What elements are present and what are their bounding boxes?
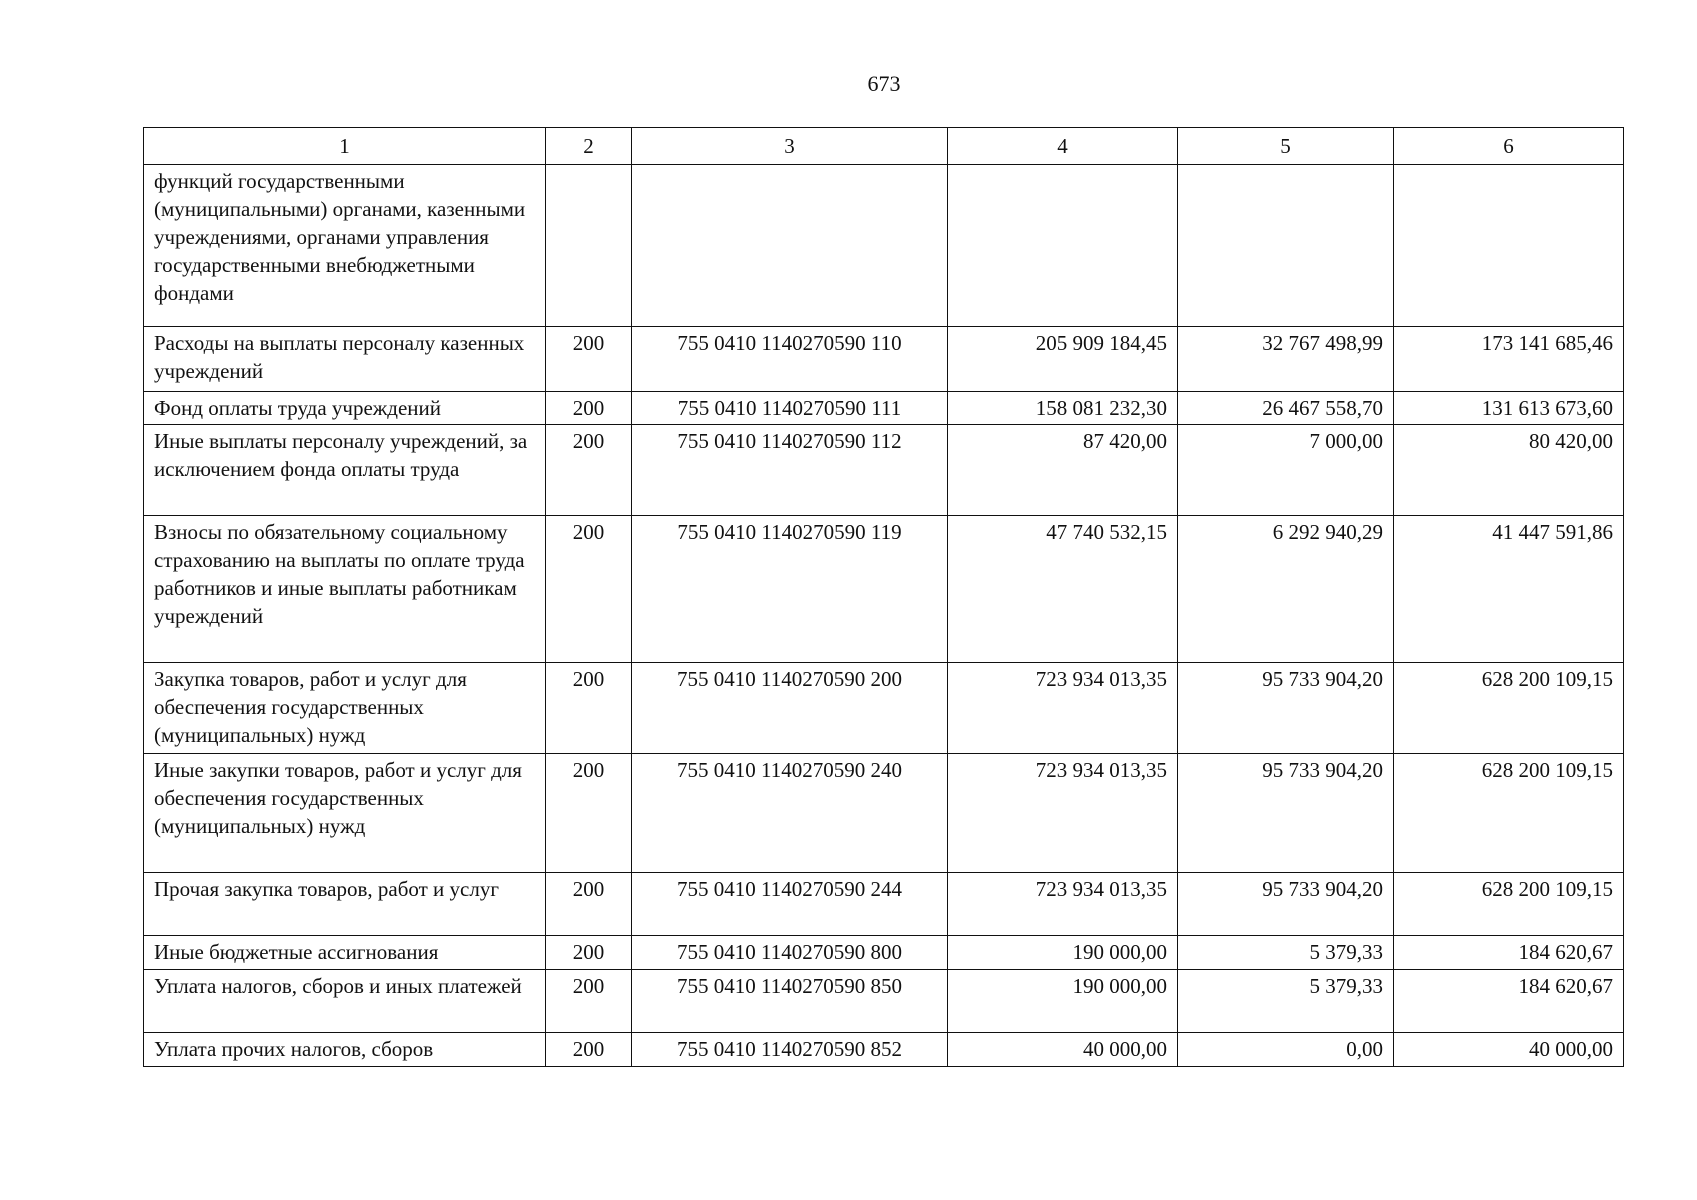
budget-classification-code bbox=[632, 165, 948, 327]
budget-classification-code: 755 0410 1140270590 110 bbox=[632, 327, 948, 392]
unexecuted-amount: 41 447 591,86 bbox=[1394, 516, 1624, 663]
column-header-1: 1 bbox=[144, 128, 546, 165]
line-code: 200 bbox=[546, 873, 632, 936]
item-name: Иные закупки товаров, работ и услуг для обеспечения государственных (муниципальных) нужд bbox=[144, 754, 546, 873]
unexecuted-amount: 628 200 109,15 bbox=[1394, 873, 1624, 936]
budget-classification-code: 755 0410 1140270590 200 bbox=[632, 663, 948, 754]
table-row bbox=[144, 873, 1624, 936]
header-row bbox=[144, 128, 1624, 165]
item-name: функций государственными (муниципальными) органами, казенными учреждениями, органами управления государственными внебюджетными фондами bbox=[144, 165, 546, 327]
executed-amount: 6 292 940,29 bbox=[1178, 516, 1394, 663]
item-name: Расходы на выплаты персоналу казенных учреждений bbox=[144, 327, 546, 392]
line-code: 200 bbox=[546, 663, 632, 754]
table-row bbox=[144, 392, 1624, 425]
executed-amount: 0,00 bbox=[1178, 1033, 1394, 1067]
executed-amount: 5 379,33 bbox=[1178, 936, 1394, 970]
unexecuted-amount: 131 613 673,60 bbox=[1394, 392, 1624, 425]
line-code: 200 bbox=[546, 327, 632, 392]
page-number: 673 bbox=[867, 71, 901, 96]
line-code bbox=[546, 165, 632, 327]
column-header-6: 6 bbox=[1394, 128, 1624, 165]
line-code: 200 bbox=[546, 392, 632, 425]
table-row bbox=[144, 1033, 1624, 1067]
item-name: Закупка товаров, работ и услуг для обеспечения государственных (муниципальных) нужд bbox=[144, 663, 546, 754]
table-row bbox=[144, 165, 1624, 327]
approved-amount: 47 740 532,15 bbox=[948, 516, 1178, 663]
line-code: 200 bbox=[546, 1033, 632, 1067]
line-code: 200 bbox=[546, 425, 632, 516]
line-code: 200 bbox=[546, 936, 632, 970]
approved-amount: 190 000,00 bbox=[948, 970, 1178, 1033]
item-name: Иные бюджетные ассигнования bbox=[144, 936, 546, 970]
budget-classification-code: 755 0410 1140270590 119 bbox=[632, 516, 948, 663]
budget-classification-code: 755 0410 1140270590 111 bbox=[632, 392, 948, 425]
unexecuted-amount: 173 141 685,46 bbox=[1394, 327, 1624, 392]
line-code: 200 bbox=[546, 754, 632, 873]
item-name: Уплата налогов, сборов и иных платежей bbox=[144, 970, 546, 1033]
approved-amount: 723 934 013,35 bbox=[948, 663, 1178, 754]
approved-amount: 40 000,00 bbox=[948, 1033, 1178, 1067]
item-name: Фонд оплаты труда учреждений bbox=[144, 392, 546, 425]
approved-amount: 205 909 184,45 bbox=[948, 327, 1178, 392]
line-code: 200 bbox=[546, 516, 632, 663]
budget-classification-code: 755 0410 1140270590 852 bbox=[632, 1033, 948, 1067]
budget-execution-table bbox=[143, 127, 1624, 1067]
budget-classification-code: 755 0410 1140270590 240 bbox=[632, 754, 948, 873]
item-name: Прочая закупка товаров, работ и услуг bbox=[144, 873, 546, 936]
column-header-5: 5 bbox=[1178, 128, 1394, 165]
executed-amount: 5 379,33 bbox=[1178, 970, 1394, 1033]
item-name: Иные выплаты персоналу учреждений, за исключением фонда оплаты труда bbox=[144, 425, 546, 516]
executed-amount: 95 733 904,20 bbox=[1178, 663, 1394, 754]
executed-amount: 95 733 904,20 bbox=[1178, 873, 1394, 936]
unexecuted-amount: 80 420,00 bbox=[1394, 425, 1624, 516]
budget-classification-code: 755 0410 1140270590 112 bbox=[632, 425, 948, 516]
executed-amount: 7 000,00 bbox=[1178, 425, 1394, 516]
column-header-4: 4 bbox=[948, 128, 1178, 165]
approved-amount: 158 081 232,30 bbox=[948, 392, 1178, 425]
table-row bbox=[144, 936, 1624, 970]
line-code: 200 bbox=[546, 970, 632, 1033]
table-row bbox=[144, 663, 1624, 754]
table-row bbox=[144, 327, 1624, 392]
executed-amount: 32 767 498,99 bbox=[1178, 327, 1394, 392]
table-row bbox=[144, 425, 1624, 516]
approved-amount bbox=[948, 165, 1178, 327]
approved-amount: 723 934 013,35 bbox=[948, 873, 1178, 936]
column-header-2: 2 bbox=[546, 128, 632, 165]
budget-classification-code: 755 0410 1140270590 800 bbox=[632, 936, 948, 970]
approved-amount: 723 934 013,35 bbox=[948, 754, 1178, 873]
item-name: Уплата прочих налогов, сборов bbox=[144, 1033, 546, 1067]
approved-amount: 190 000,00 bbox=[948, 936, 1178, 970]
budget-classification-code: 755 0410 1140270590 850 bbox=[632, 970, 948, 1033]
column-header-3: 3 bbox=[632, 128, 948, 165]
table-row bbox=[144, 754, 1624, 873]
unexecuted-amount: 184 620,67 bbox=[1394, 970, 1624, 1033]
unexecuted-amount: 628 200 109,15 bbox=[1394, 663, 1624, 754]
unexecuted-amount: 184 620,67 bbox=[1394, 936, 1624, 970]
executed-amount bbox=[1178, 165, 1394, 327]
unexecuted-amount bbox=[1394, 165, 1624, 327]
table-header bbox=[144, 128, 1624, 165]
executed-amount: 95 733 904,20 bbox=[1178, 754, 1394, 873]
executed-amount: 26 467 558,70 bbox=[1178, 392, 1394, 425]
unexecuted-amount: 628 200 109,15 bbox=[1394, 754, 1624, 873]
budget-classification-code: 755 0410 1140270590 244 bbox=[632, 873, 948, 936]
table-body bbox=[144, 165, 1624, 1067]
table-row bbox=[144, 970, 1624, 1033]
item-name: Взносы по обязательному социальному страхованию на выплаты по оплате труда работников и иные выплаты работникам учреждений bbox=[144, 516, 546, 663]
unexecuted-amount: 40 000,00 bbox=[1394, 1033, 1624, 1067]
table-row bbox=[144, 516, 1624, 663]
approved-amount: 87 420,00 bbox=[948, 425, 1178, 516]
